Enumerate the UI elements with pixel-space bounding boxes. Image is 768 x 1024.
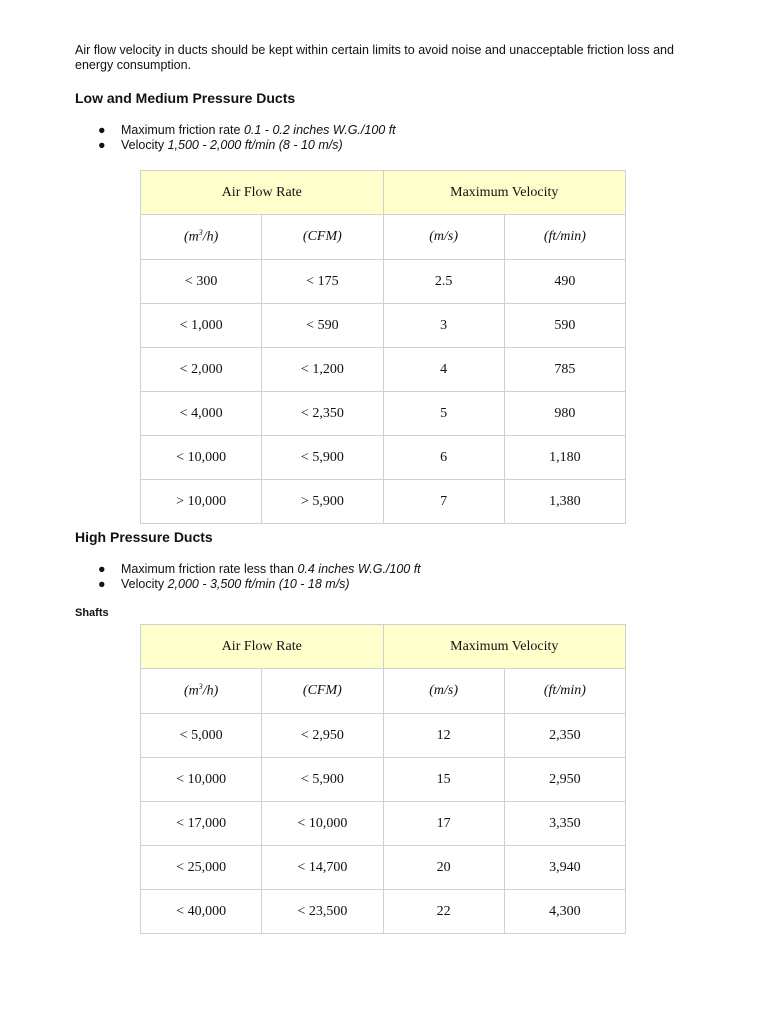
maximum-velocity-header: Maximum Velocity: [383, 171, 626, 215]
low-medium-table-body: [141, 260, 626, 524]
cell-cfm: < 14,700: [262, 846, 383, 890]
cell-m3h: < 2,000: [141, 348, 262, 392]
cell-cfm: < 2,950: [262, 714, 383, 758]
table-unit-header-row: [141, 669, 626, 714]
cell-ms: 2.5: [383, 260, 504, 304]
cell-ms: 15: [383, 758, 504, 802]
cell-ftmin: 4,300: [504, 890, 625, 934]
table-row: [141, 890, 626, 934]
cell-ftmin: 3,350: [504, 802, 625, 846]
cell-m3h: < 17,000: [141, 802, 262, 846]
cell-ftmin: 490: [504, 260, 625, 304]
cell-m3h: < 4,000: [141, 392, 262, 436]
shafts-table-body: [141, 714, 626, 934]
cell-cfm: < 590: [262, 304, 383, 348]
unit-header-ms: (m/s): [383, 215, 504, 260]
table-row: [141, 436, 626, 480]
unit-header-ftmin: (ft/min): [504, 669, 625, 714]
unit-header-m3h: $(m^3/h)$: [141, 215, 262, 260]
cell-m3h: > 10,000: [141, 480, 262, 524]
cell-ms: 7: [383, 480, 504, 524]
cell-ftmin: 590: [504, 304, 625, 348]
shafts-velocity-table: [140, 624, 626, 934]
low-medium-bullet-list: [75, 123, 396, 153]
cell-ms: 3: [383, 304, 504, 348]
list-item: [75, 123, 396, 138]
bullet-icon: ●: [98, 123, 106, 137]
unit-header-ms: (m/s): [383, 669, 504, 714]
cell-cfm: < 23,500: [262, 890, 383, 934]
cell-ms: 5: [383, 392, 504, 436]
table-row: [141, 304, 626, 348]
cell-m3h: < 300: [141, 260, 262, 304]
bullet-value: 1,500 - 2,000 ft/min (8 - 10 m/s): [167, 138, 343, 152]
bullet-text: Velocity: [121, 577, 168, 591]
cell-cfm: < 1,200: [262, 348, 383, 392]
unit-header-cfm: (CFM): [262, 215, 383, 260]
cell-ms: 22: [383, 890, 504, 934]
cell-ms: 6: [383, 436, 504, 480]
bullet-icon: ●: [98, 138, 106, 152]
table-row: [141, 260, 626, 304]
cell-cfm: < 175: [262, 260, 383, 304]
air-flow-rate-header: Air Flow Rate: [141, 625, 384, 669]
bullet-text: Maximum friction rate less than: [121, 562, 298, 576]
cell-m3h: < 40,000: [141, 890, 262, 934]
high-pressure-bullet-list: [75, 562, 421, 592]
unit-header-m3h: $(m^3/h)$: [141, 669, 262, 714]
cell-ms: 17: [383, 802, 504, 846]
cell-cfm: < 5,900: [262, 436, 383, 480]
low-medium-pressure-heading: Low and Medium Pressure Ducts: [75, 90, 296, 106]
cell-ftmin: 3,940: [504, 846, 625, 890]
bullet-value: 2,000 - 3,500 ft/min (10 - 18 m/s): [167, 577, 350, 591]
cell-m3h: < 5,000: [141, 714, 262, 758]
list-item: [75, 577, 421, 592]
cell-cfm: < 2,350: [262, 392, 383, 436]
cell-ms: 12: [383, 714, 504, 758]
intro-paragraph: Air flow velocity in ducts should be kept within certain limits to avoid noise and unacceptable friction loss and energy consumption.: [75, 43, 674, 72]
shafts-heading: Shafts: [75, 607, 109, 619]
cell-cfm: < 5,900: [262, 758, 383, 802]
table-row: [141, 714, 626, 758]
low-medium-velocity-table: [140, 170, 626, 524]
cell-ms: 4: [383, 348, 504, 392]
table-row: [141, 392, 626, 436]
cell-cfm: < 10,000: [262, 802, 383, 846]
cell-ms: 20: [383, 846, 504, 890]
cell-ftmin: 785: [504, 348, 625, 392]
unit-header-cfm: (CFM): [262, 669, 383, 714]
unit-header-ftmin: (ft/min): [504, 215, 625, 260]
bullet-icon: ●: [98, 562, 106, 576]
list-item: [75, 562, 421, 577]
maximum-velocity-header: Maximum Velocity: [383, 625, 626, 669]
table-row: [141, 758, 626, 802]
cell-ftmin: 980: [504, 392, 625, 436]
cell-ftmin: 2,950: [504, 758, 625, 802]
list-item: [75, 138, 396, 153]
cell-m3h: < 10,000: [141, 758, 262, 802]
cell-ftmin: 1,180: [504, 436, 625, 480]
table-group-header-row: [141, 171, 626, 215]
bullet-text: Velocity: [121, 138, 168, 152]
cell-m3h: < 25,000: [141, 846, 262, 890]
cell-cfm: > 5,900: [262, 480, 383, 524]
air-flow-rate-header: Air Flow Rate: [141, 171, 384, 215]
cell-m3h: < 10,000: [141, 436, 262, 480]
bullet-value: 0.4 inches W.G./100 ft: [297, 562, 421, 576]
table-row: [141, 348, 626, 392]
table-group-header-row: [141, 625, 626, 669]
bullet-value: 0.1 - 0.2 inches W.G./100 ft: [243, 123, 396, 137]
high-pressure-heading: High Pressure Ducts: [75, 529, 213, 545]
table-unit-header-row: [141, 215, 626, 260]
cell-ftmin: 2,350: [504, 714, 625, 758]
table-row: [141, 480, 626, 524]
table-row: [141, 802, 626, 846]
bullet-icon: ●: [98, 577, 106, 591]
cell-ftmin: 1,380: [504, 480, 625, 524]
bullet-text: Maximum friction rate: [121, 123, 244, 137]
cell-m3h: < 1,000: [141, 304, 262, 348]
table-row: [141, 846, 626, 890]
